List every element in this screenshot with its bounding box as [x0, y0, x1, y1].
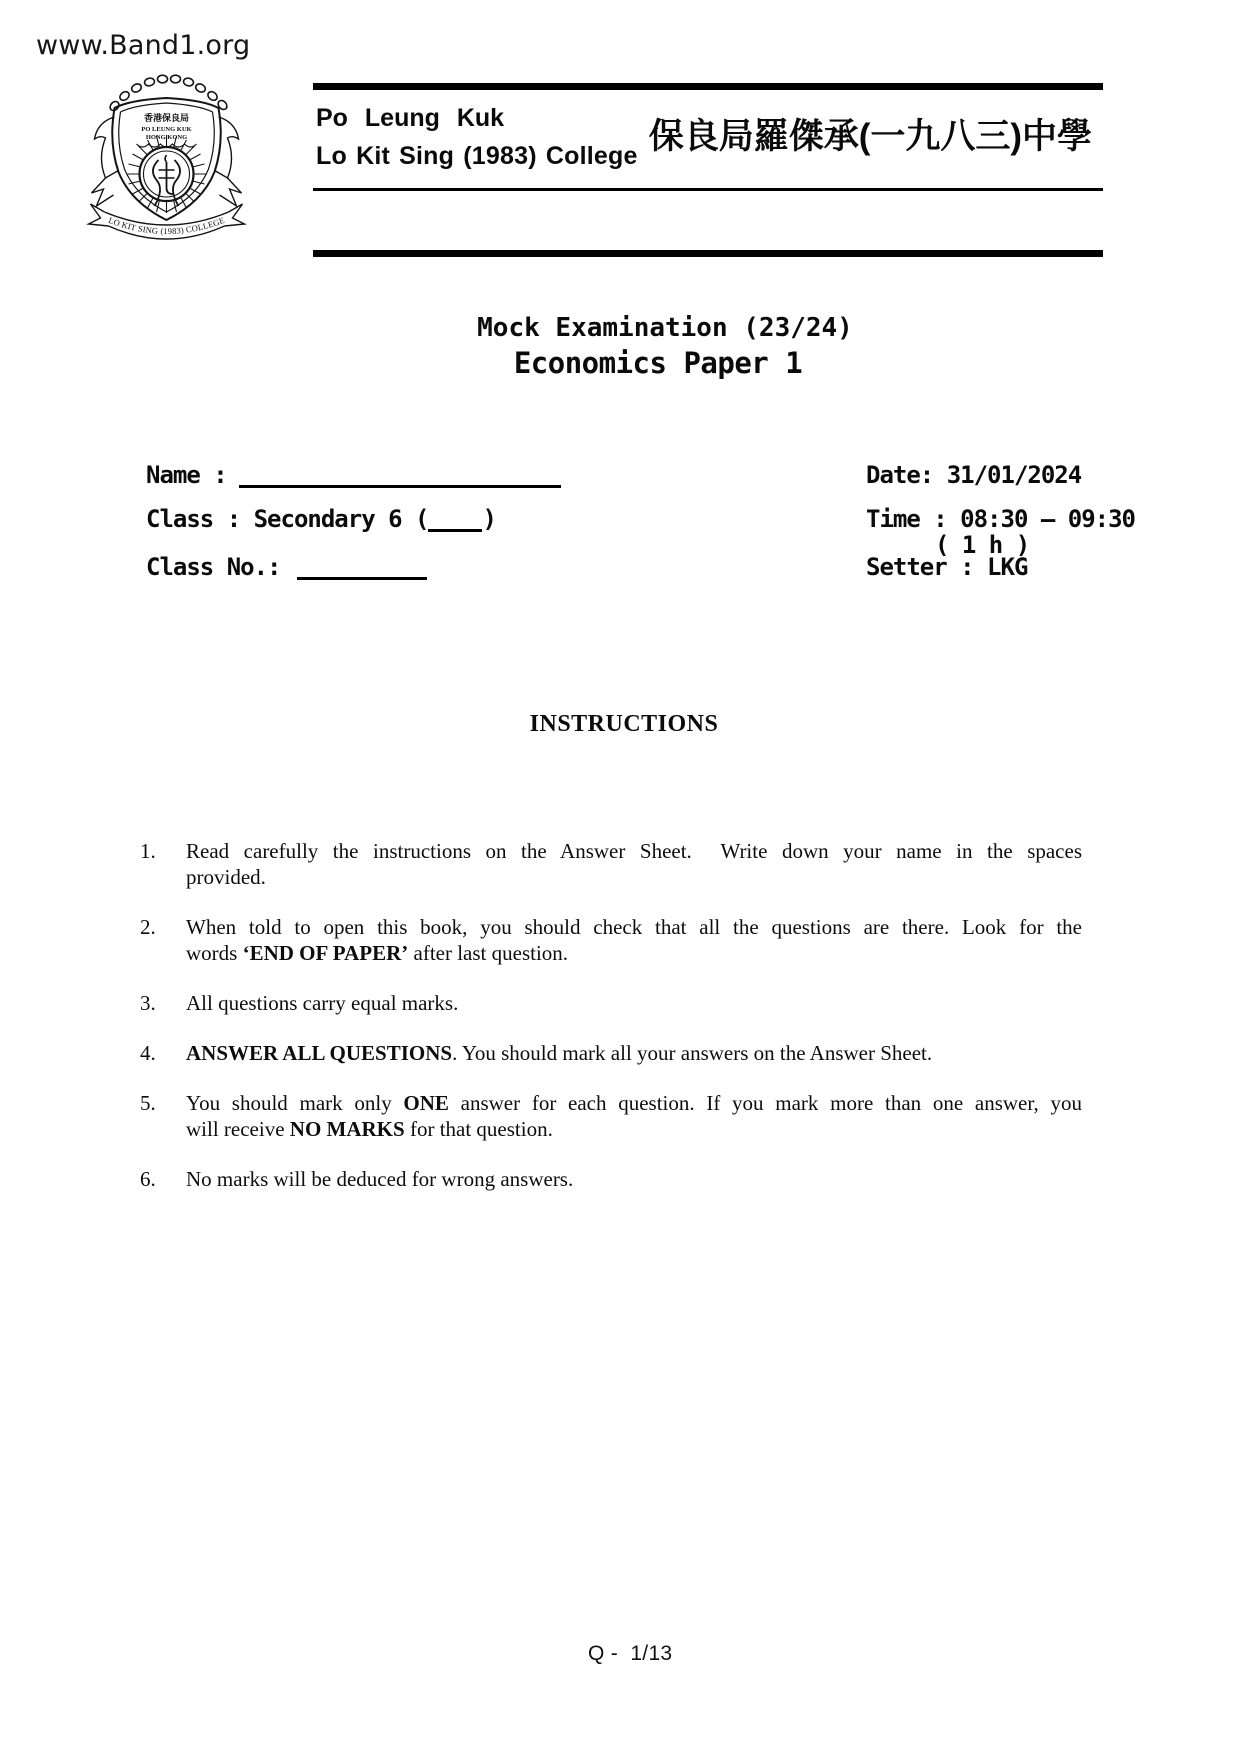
name-blank-line — [239, 481, 561, 488]
crest-emblem — [140, 147, 194, 206]
instruction-line — [186, 838, 1082, 864]
instruction-bold-text: ‘END OF PAPER’ — [242, 941, 409, 965]
instruction-bold-text: ONE — [403, 1091, 449, 1115]
exam-title-line2: Economics Paper 1 — [513, 346, 803, 380]
school-name-en-line2: Lo Kit Sing (1983) College — [316, 142, 638, 170]
instruction-number: 5. — [140, 1091, 156, 1115]
instruction-text — [186, 990, 1082, 1016]
class-no-row — [146, 552, 427, 582]
instruction-text-segment: will receive — [186, 1117, 290, 1141]
instruction-number: 2. — [140, 915, 156, 939]
instruction-number: 3. — [140, 991, 156, 1015]
time-row: Time : 08:30 – 09:30 — [866, 505, 1135, 533]
instruction-item — [140, 1090, 1090, 1142]
watermark-site-url: www.Band1.org — [36, 30, 251, 61]
instruction-text-segment: No marks will be deduced for wrong answers. — [186, 1167, 574, 1191]
instruction-item — [140, 914, 1090, 966]
class-row — [146, 504, 496, 534]
instruction-text — [186, 1166, 1082, 1192]
class-label: Class : Secondary 6 ( — [146, 505, 429, 533]
instruction-bold-text: ANSWER ALL QUESTIONS — [186, 1041, 453, 1065]
header-rule-thin — [313, 188, 1103, 191]
instruction-text-segment: Read carefully the instructions on the Answer Sheet. Write down your name in the spaces — [186, 839, 1082, 863]
instruction-text-segment: answer for each question. If you mark more than one answer, you — [448, 1091, 1082, 1115]
crest-banner-text: LO KIT SING (1983) COLLEGE — [107, 214, 226, 237]
class-no-label: Class No.: — [146, 553, 281, 581]
instruction-number: 6. — [140, 1167, 156, 1191]
instruction-text-segment: When told to open this book, you should check that all the questions are there. Look for the — [186, 915, 1082, 939]
instruction-item — [140, 838, 1090, 890]
instruction-text — [186, 1090, 1082, 1142]
crest-org-line1: PO LEUNG KUK — [141, 126, 192, 133]
instruction-text-segment: for that question. — [404, 1117, 553, 1141]
school-name-en-line1: Po Leung Kuk — [316, 104, 505, 132]
header-rule-bottom — [313, 250, 1103, 257]
instructions-heading: INSTRUCTIONS — [529, 711, 719, 737]
date-row: Date: 31/01/2024 — [866, 461, 1082, 489]
instruction-line — [186, 990, 1082, 1016]
duration-row: ( 1 h ) — [935, 531, 1030, 559]
header-rule-top — [313, 83, 1103, 90]
instruction-line — [186, 864, 1082, 890]
instructions-list — [140, 838, 1090, 1216]
instruction-line — [186, 1166, 1082, 1192]
school-name-zh: 保良局羅傑承(一九八三)中學 — [648, 117, 1092, 156]
crest-motto-zh: 香港保良局 — [143, 113, 190, 123]
instruction-line — [186, 914, 1082, 940]
instruction-text — [186, 1040, 1082, 1066]
class-paren-close: ) — [482, 505, 496, 533]
school-crest-icon — [84, 62, 250, 254]
instruction-text-segment: . You should mark all your answers on the Answer Sheet. — [452, 1041, 933, 1065]
instruction-text — [186, 838, 1082, 890]
crest-org-line2: HONG KONG — [145, 134, 188, 141]
instruction-text-segment: You should mark only — [186, 1091, 404, 1115]
instruction-item — [140, 990, 1090, 1016]
instruction-text-segment: words — [186, 941, 243, 965]
instruction-number: 1. — [140, 839, 156, 863]
class-blank-line — [428, 525, 482, 532]
instruction-text-segment: provided. — [186, 865, 266, 889]
instruction-line — [186, 1090, 1082, 1116]
class-no-blank-line — [297, 573, 427, 580]
instruction-line — [186, 1116, 1082, 1142]
instruction-number: 4. — [140, 1041, 156, 1065]
crest-chain — [108, 75, 228, 112]
page-number: Q - 1/13 — [588, 1642, 673, 1665]
name-row — [146, 460, 561, 490]
instruction-line — [186, 940, 1082, 966]
instruction-text-segment: All questions carry equal marks. — [186, 991, 459, 1015]
instruction-text — [186, 914, 1082, 966]
name-label: Name : — [146, 461, 227, 489]
instruction-bold-text: NO MARKS — [289, 1117, 405, 1141]
instruction-item — [140, 1040, 1090, 1066]
exam-title-line1: Mock Examination (23/24) — [477, 313, 853, 343]
setter-row: Setter : LKG — [866, 553, 1028, 581]
instruction-text-segment: after last question. — [408, 941, 569, 965]
instruction-line — [186, 1040, 1082, 1066]
instruction-item — [140, 1166, 1090, 1192]
